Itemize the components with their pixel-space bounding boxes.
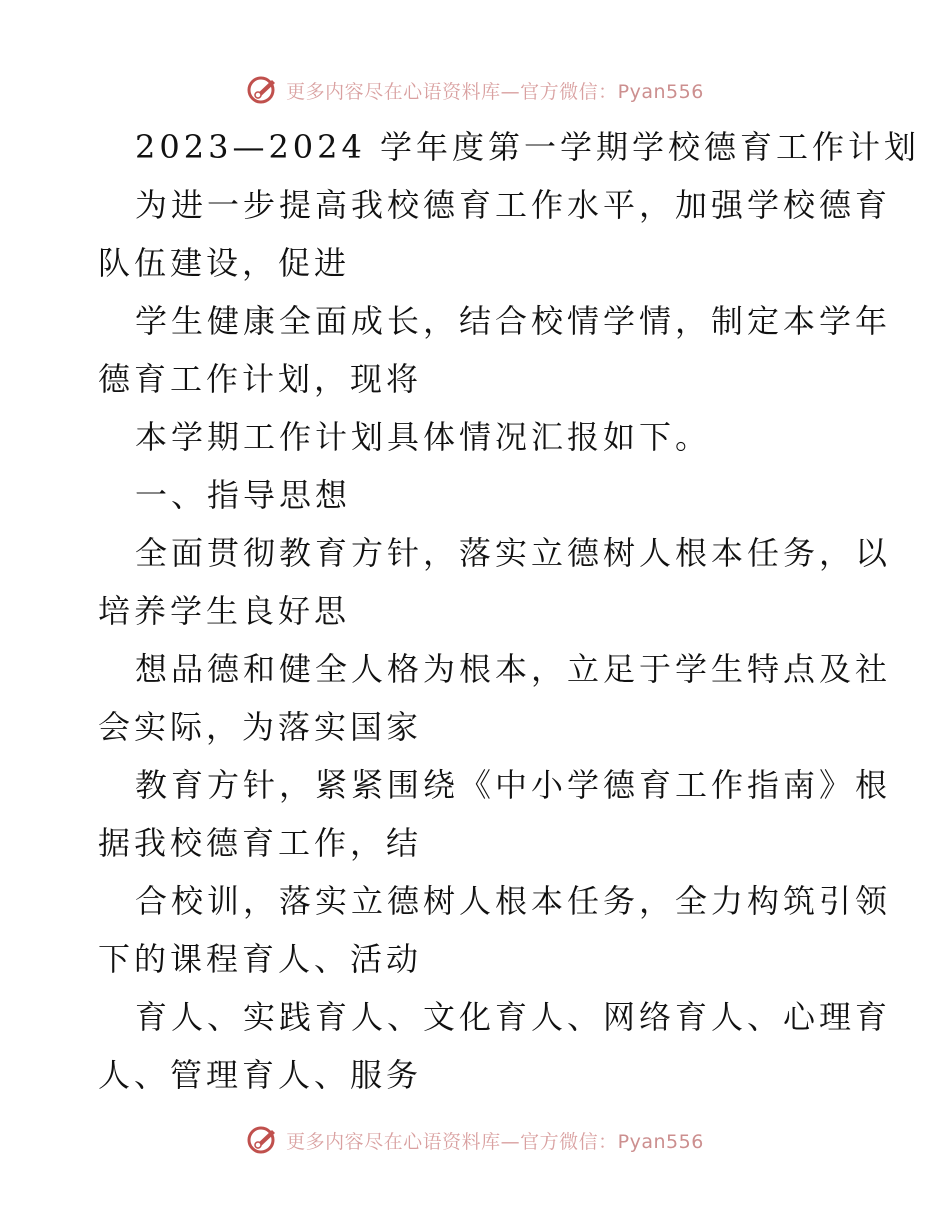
body-line: 下的课程育人、活动: [98, 940, 423, 978]
body-line: 据我校德育工作，结: [98, 824, 423, 862]
body-line: 想品德和健全人格为根本，立足于学生特点及社: [135, 650, 892, 688]
document-title: 2023—2024 学年度第一学期学校德育工作计划: [135, 128, 921, 166]
body-line: 德育工作计划，现将: [98, 360, 423, 398]
brush-logo-icon: [246, 1123, 280, 1157]
body-line: 学生健康全面成长，结合校情学情，制定本学年: [135, 302, 892, 340]
body-line: 本学期工作计划具体情况汇报如下。: [135, 418, 712, 456]
body-line: 合校训，落实立德树人根本任务，全力构筑引领: [135, 882, 892, 920]
section-heading: 一、指导思想: [135, 476, 352, 514]
body-line: 队伍建设，促进: [98, 244, 351, 282]
body-line: 人、管理育人、服务: [98, 1056, 423, 1094]
footer-watermark-banner: [0, 1120, 950, 1160]
body-line: 培养学生良好思: [98, 592, 351, 630]
brush-logo-icon: [246, 73, 280, 107]
footer-banner-id: Pyan556: [617, 1130, 704, 1153]
body-line: 为进一步提高我校德育工作水平，加强学校德育: [135, 186, 892, 224]
header-banner-id: Pyan556: [617, 80, 704, 103]
header-watermark-banner: [0, 70, 950, 110]
body-line: 全面贯彻教育方针，落实立德树人根本任务，以: [135, 534, 892, 572]
body-line: 教育方针，紧紧围绕《中小学德育工作指南》根: [135, 766, 892, 804]
footer-banner-text: 更多内容尽在心语资料库—官方微信：Pyan556: [286, 1130, 704, 1153]
document-body: [98, 118, 921, 1104]
header-banner-text: 更多内容尽在心语资料库—官方微信：Pyan556: [286, 80, 704, 103]
body-line: 会实际，为落实国家: [98, 708, 423, 746]
body-line: 育人、实践育人、文化育人、网络育人、心理育: [135, 998, 892, 1036]
